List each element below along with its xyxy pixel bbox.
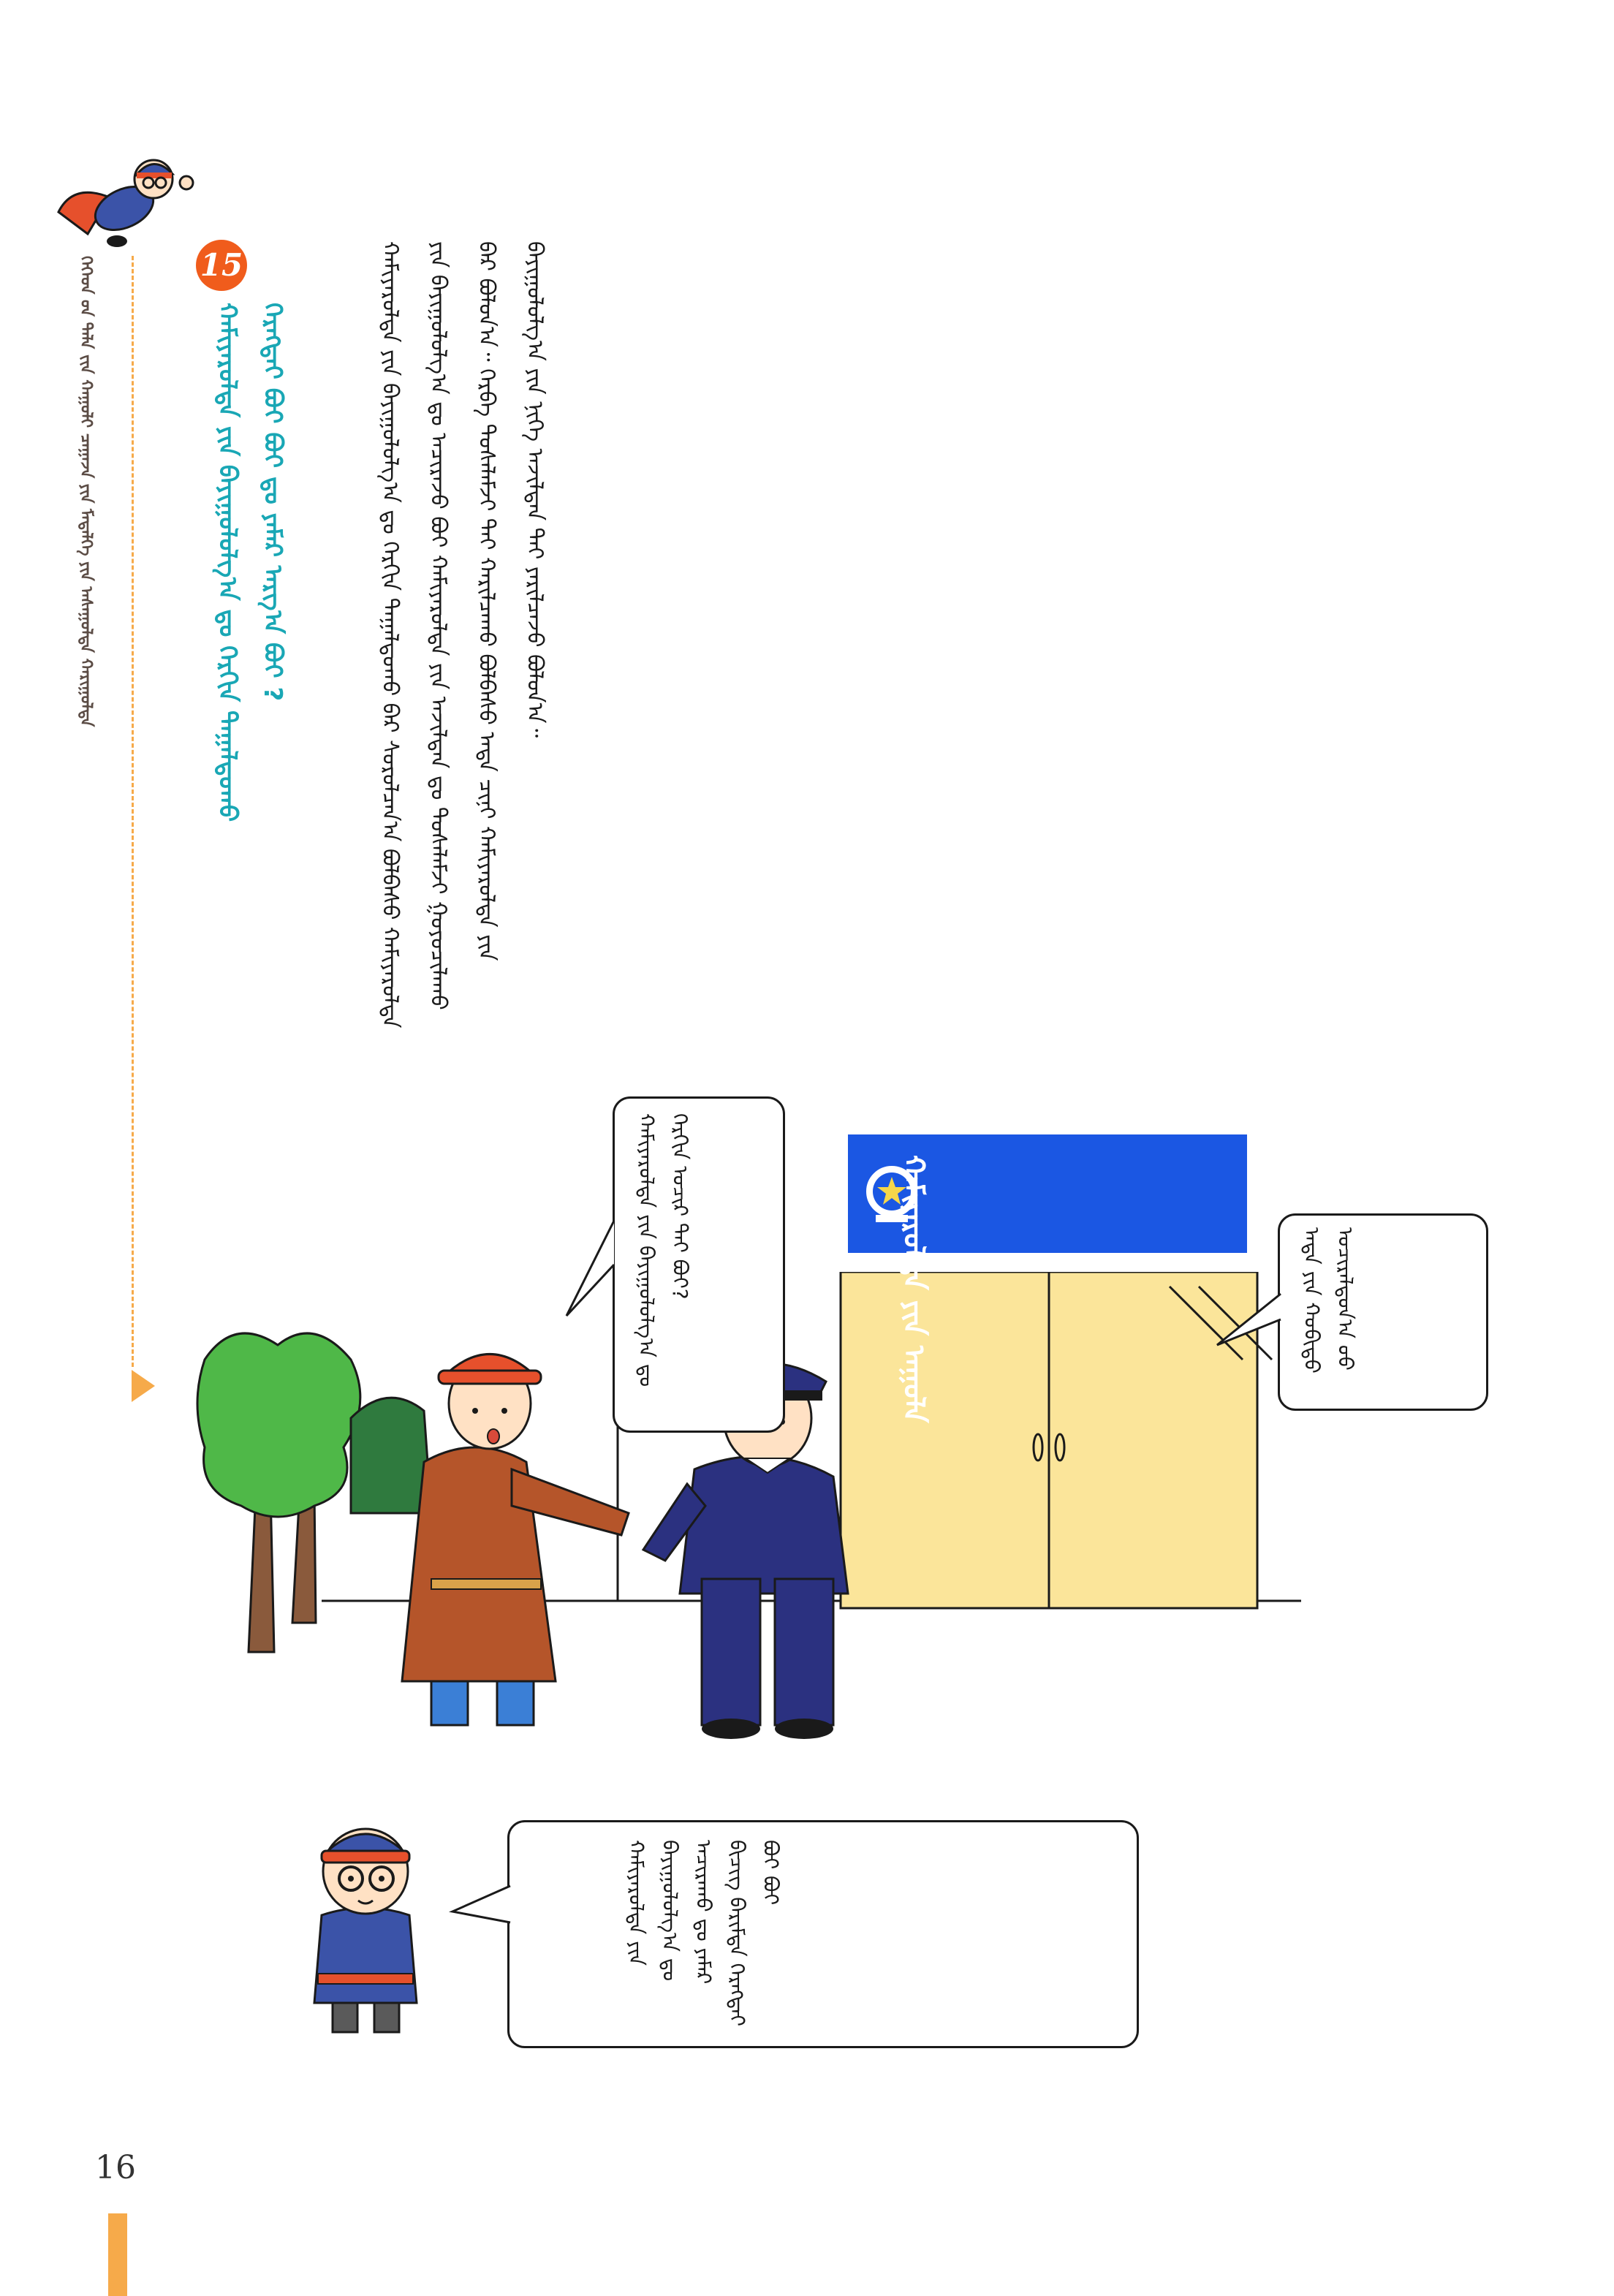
boy-speech-text: ᠬᠠᠮᠢᠶᠠᠷᠤᠯᠲᠠ ᠶᠢᠨ ᠪᠠᠶᠢᠭᠤᠯᠤᠯᠭ᠎ᠠ ᠳᠤ ᠠᠴᠢᠷᠠᠬᠤ ᠳᠤ ᠶᠠᠮᠠᠷ ᠪᠢᠴᠢᠭ ᠪᠠᠷᠢᠮᠲᠠ ᠬᠡᠷᠡᠭᠲᠡᠶ ᠪᠤᠢ ᠪᠤᠢ <box>624 1840 783 2027</box>
man-speech-bubble <box>613 1096 785 1433</box>
trees-icon <box>197 1333 431 1652</box>
man-in-robe-icon <box>402 1355 629 1726</box>
boy-speech-bubble <box>507 1820 1139 2048</box>
dashed-divider <box>132 256 134 1367</box>
sign-text: ᠬᠠᠮᠢᠶᠠᠷᠤᠯᠲᠠ ᠶᠢᠨ ᠠᠭᠤᠯᠠ <box>897 1155 931 1423</box>
flying-mascot-icon <box>44 139 205 263</box>
guard-speech-text: ᠡᠨᠳᠡ ᠶᠢᠨ ᠬᠤᠪᠢᠳᠤ ᠤᠴᠢᠷᠠᠯᠳᠤᠨ᠎ᠠ ᠤᠤ <box>1300 1227 1357 1374</box>
series-title: ᠬᠡᠬᠡᠳ ᠤ᠋ᠨ ᠲᠠᠯᠠ ᠵᠢᠨ ᠬᠠᠭᠤᠯᠢ ᠴᠠᠭᠠᠵᠠ ᠶᠢᠨ ᠮᠡᠳᠡᠯᠭᠡ ᠶᠢᠨ ᠠᠰᠠᠭᠤᠯᠲᠠ ᠬᠠᠷᠢᠭᠤᠯᠲᠠ <box>77 256 95 727</box>
question-title <box>205 303 295 822</box>
question-number-badge: 15 <box>196 240 247 291</box>
bubble-tail-icon <box>449 1879 515 1937</box>
arrow-marker-icon <box>132 1370 155 1402</box>
body-paragraph: ᠬᠠᠮᠢᠶᠠᠷᠤᠯᠲᠠ ᠶᠢᠨ ᠪᠠᠶᠢᠭᠤᠯᠤᠯᠭ᠎ᠠ ᠳᠤ ᠬᠡᠷᠬᠢᠨ ᠳᠠᠭᠠᠯᠳᠤᠬᠤ ᠪᠡᠷ ᠰᠤᠷᠤᠯᠴᠠᠨ᠎ᠠ ᠪᠣᠯᠪᠠᠰᠤ ᠬᠠᠮᠢᠶᠠᠷᠤᠯᠲᠠ ᠶᠢᠨ ᠪᠠᠶᠢᠭᠤᠯᠤᠯᠭ᠎ᠠ ᠳᠤ ᠠᠴᠢᠷᠠᠵᠤ ᠪᠤᠢ ᠬᠠᠮᠢᠶᠠᠷᠤᠯᠲᠠ ᠶᠢᠨ ᠠᠵᠢᠯᠲᠠᠨ ᠳᠤ ᠲᠤᠰᠠᠯᠠᠮᠵᠢ ᠭᠤᠶᠤᠴᠢᠯᠠᠬᠤ ᠪᠡᠷ ᠪᠣᠯᠤᠨ᠎ᠠ᠃ ᠬᠡᠷᠪᠡ ᠲᠤᠰᠠᠯᠠᠮᠵᠢ ᠲᠠᠶ ᠬᠠᠷᠢᠯᠴᠠᠬᠤ ᠪᠣᠯᠪᠠᠰᠤ ᠡᠨᠳᠡ ᠴᠢᠨᠢ ᠬᠠᠮᠢᠶᠠᠷᠤᠯᠲᠠ ᠶᠢᠨ ᠪᠠᠶᠢᠭᠤᠯᠤᠯᠭ᠎ᠠ ᠶᠢᠨ ᠨᠢᠭᠡ ᠠᠵᠢᠯᠲᠠᠨ ᠲᠠᠶ ᠶᠠᠷᠢᠯᠴᠠᠵᠤ ᠪᠣᠯᠤᠨ᠎ᠠ᠃ <box>377 241 548 1028</box>
bubble-tail-icon <box>563 1213 621 1330</box>
question-title-line: ᠬᠠᠮᠢᠶᠠᠷᠤᠯᠲᠠ ᠶᠢᠨ ᠪᠠᠶᠢᠭᠤᠯᠤᠯᠭ᠎ᠠ ᠳᠤ ᠬᠡᠷᠬᠢᠨ ᠳᠠᠭᠠᠯᠳᠤᠬᠤ <box>213 303 242 822</box>
guard-speech-bubble <box>1278 1213 1488 1411</box>
question-title-line: ᠬᠡᠷᠡᠭᠲᠡᠶ ᠪᠤᠢ ᠪᠤᠢ ᠳᠤ ᠶᠠᠮᠠᠷ ᠠᠷᠭ᠎ᠠ ᠪᠤᠢ ? <box>258 303 287 702</box>
page-number: 16 <box>95 2149 136 2186</box>
bubble-tail-icon <box>1213 1287 1287 1352</box>
page-accent-bar <box>108 2213 127 2296</box>
boy-mascot-icon <box>292 1813 439 2047</box>
man-speech-text: ᠬᠠᠮᠢᠶᠠᠷᠤᠯᠲᠠ ᠶᠢᠨ ᠪᠠᠶᠢᠭᠤᠯᠤᠯᠭ᠎ᠠ ᠳᠤ ᠬᠡᠷᠬᠢᠨ ᠤᠴᠢᠷ ᠲᠠᠶ ᠪᠤᠢ? <box>634 1113 692 1387</box>
